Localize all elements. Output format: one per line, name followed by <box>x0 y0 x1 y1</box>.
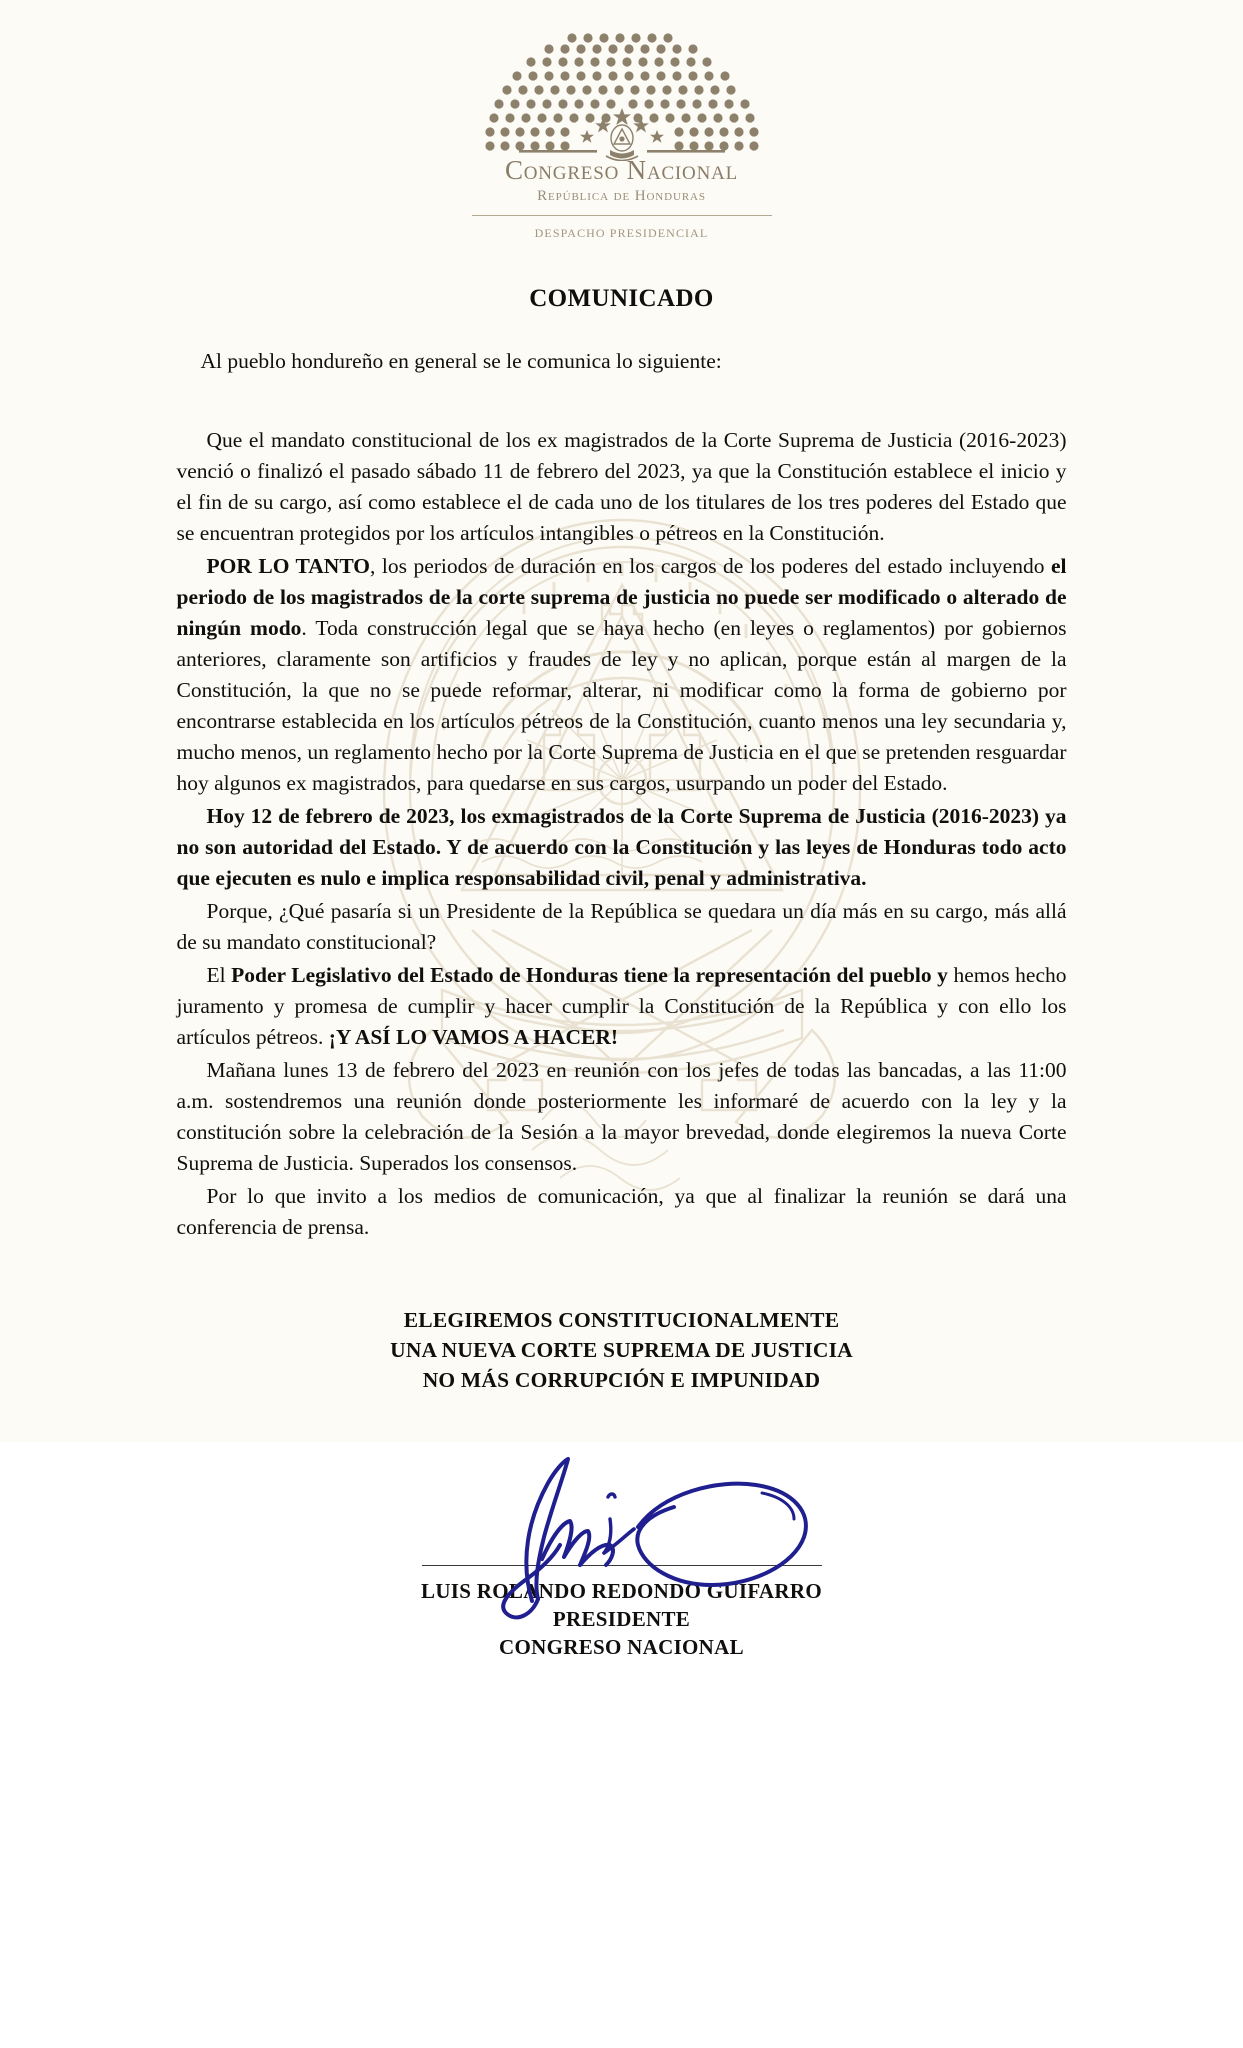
page-title: COMUNICADO <box>529 285 714 313</box>
lead-paragraph: Al pueblo hondureño en general se le comunica lo siguiente: <box>200 349 722 374</box>
signature-rule <box>422 1565 822 1566</box>
letterhead-country: República de Honduras <box>537 188 706 205</box>
signatory-role: PRESIDENTE <box>552 1606 691 1631</box>
paragraph-5-bold-end: ¡Y ASÍ LO VAMOS A HACER! <box>328 1024 619 1049</box>
signature-names <box>177 1577 1067 1661</box>
signatory-name: LUIS ROLANDO REDONDO GUIFARRO <box>421 1578 822 1603</box>
letterhead-office: DESPACHO PRESIDENCIAL <box>534 226 709 241</box>
paragraph-5-text-b: hemos hecho juramento y promesa de cumplir y hacer cumplir la Constitución de la República y con ello los artículos pétreos. <box>176 962 1067 1049</box>
document-body <box>177 241 1067 1687</box>
paragraph-2-text-a: , los periodos de duración en los cargos de los poderes del estado incluyendo <box>370 553 1051 578</box>
paragraph-1: Que el mandato constitucional de los ex magistrados de la Corte Suprema de Justicia (2016-2023) venció o finalizó el pasado sábado 11 de febrero del 2023, ya que la Constitución establece el inicio y el fin de su cargo, así como establece el de cada uno de los titulares de los tres poderes del Estado que se encuentran protegidos por los artículos intangibles o pétreos en la Constitución. <box>176 427 1067 545</box>
slogan-line-3: NO MÁS CORRUPCIÓN E IMPUNIDAD <box>422 1367 821 1392</box>
paragraph-5 <box>177 960 1067 1053</box>
letterhead <box>0 0 1243 241</box>
paragraph-7: Por lo que invito a los medios de comunicación, ya que al finalizar la reunión se dará una conferencia de prensa. <box>176 1183 1067 1239</box>
slogan-line-1: ELEGIREMOS CONSTITUCIONALMENTE <box>403 1307 840 1332</box>
signatory-institution: CONGRESO NACIONAL <box>499 1634 744 1659</box>
paragraph-2 <box>177 551 1067 799</box>
signature-block <box>177 1457 1067 1687</box>
paragraph-2-text-b: . Toda construcción legal que se haya hecho (en leyes o reglamentos) por gobiernos anteriores, claramente son artificios y fraudes de ley y no aplican, porque están al margen de la Constitución, la que no se puede reformar, alterar, ni modificar como la forma de gobierno por encontrarse establecida en los artículos pétreos de la Constitución, cuanto menos una ley secundaria y, mucho menos, un reglamento hecho por la Corte Suprema de Justicia en el que se pretenden resguardar hoy algunos ex magistrados, para quedarse en sus cargos, usurpando un poder del Estado. <box>176 615 1067 795</box>
paragraph-3: Hoy 12 de febrero de 2023, los exmagistrados de la Corte Suprema de Justicia (2016-2023) ya no son autoridad del Estado. Y de acuerdo con la Constitución y las leyes de Honduras todo acto que ejecuten es nulo e implica responsabilidad civil, penal y administrativa. <box>176 803 1067 890</box>
paragraph-4: Porque, ¿Qué pasaría si un Presidente de la República se quedara un día más en su cargo, más allá de su mandato constitucional? <box>176 898 1067 954</box>
paragraph-2-bold-lead: POR LO TANTO <box>206 553 371 578</box>
paragraph-5-text-a: El <box>206 962 232 987</box>
slogan-line-2: UNA NUEVA CORTE SUPREMA DE JUSTICIA <box>390 1337 853 1362</box>
letterhead-institution: Congreso Nacional <box>504 155 739 185</box>
paragraph-5-bold-mid: Poder Legislativo del Estado de Honduras tiene la representación del pueblo y <box>231 962 948 987</box>
slogan-block <box>177 1305 1067 1395</box>
paragraph-6: Mañana lunes 13 de febrero del 2023 en reunión con los jefes de todas las bancadas, a las 11:00 a.m. sostendremos una reunión donde posteriormente les informaré de acuerdo con la ley y la constitución sobre la celebración de la Sesión a la mayor brevedad, donde elegiremos la nueva Corte Suprema de Justicia. Superados los consensos. <box>176 1057 1067 1175</box>
paragraph-2-bold-mid: el periodo de los magistrados de la corte suprema de justicia no puede ser modificado o alterado de ningún modo <box>176 553 1067 640</box>
congress-hemicycle-icon <box>477 26 767 161</box>
letterhead-divider <box>472 215 772 216</box>
